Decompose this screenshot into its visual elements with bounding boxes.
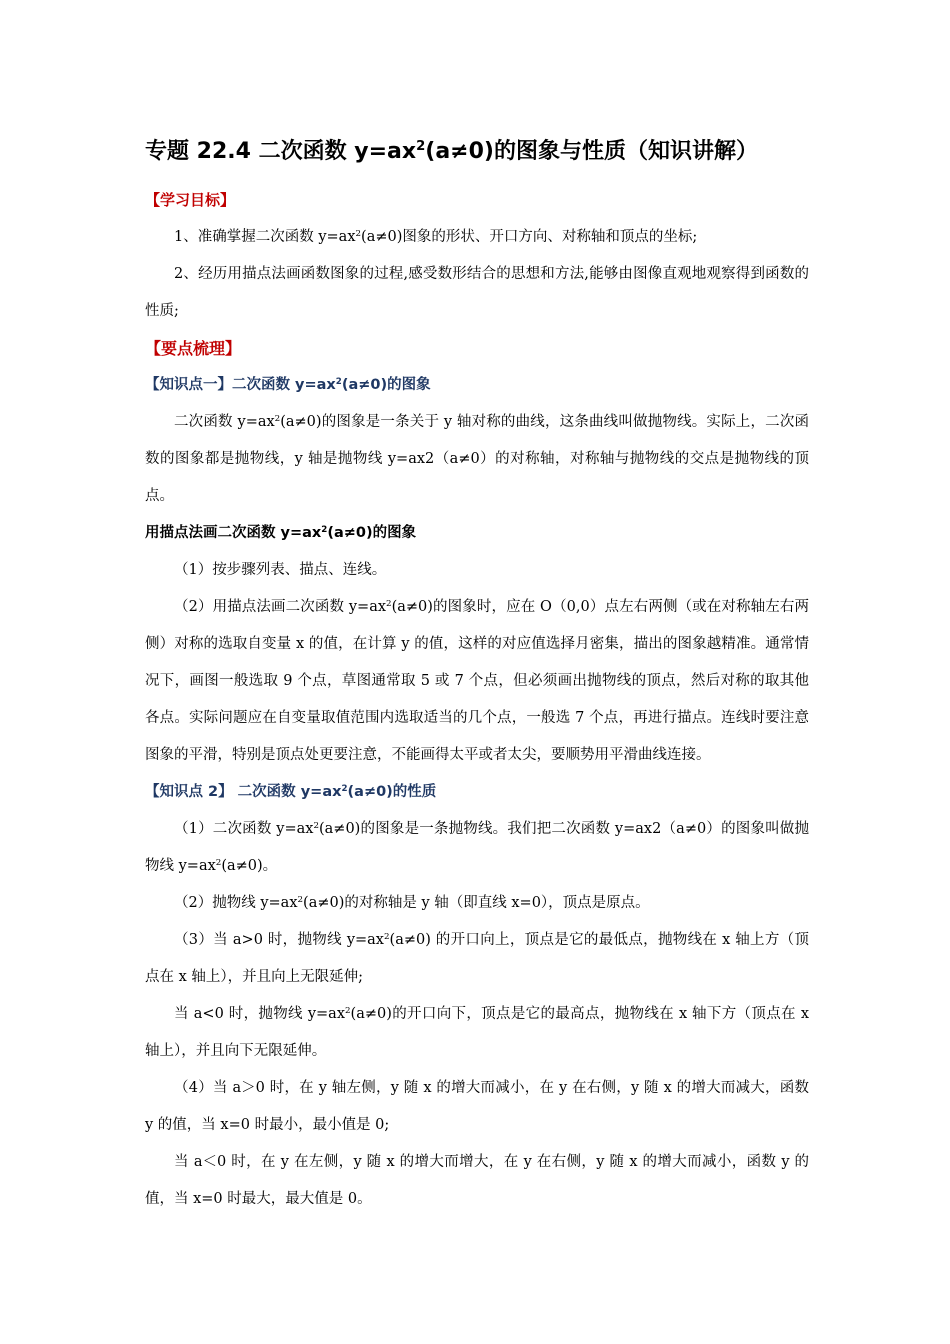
- prop-3-text: （3）当 a>0 时，抛物线 y=ax: [174, 932, 384, 948]
- goal-1-sup: 2: [355, 228, 362, 239]
- prop-3b-sup: 2: [345, 1005, 351, 1016]
- draw-step-2-text: （2）用描点法画二次函数 y=ax: [174, 599, 387, 615]
- property-4: （4）当 a＞0 时，在 y 轴左侧，y 随 x 的增大而减小，在 y 在右侧，y 随 x 的增大而减大，函数 y 的值，当 x=0 时最小，最小值是 0;: [145, 1080, 809, 1133]
- prop-3-text-end: (a≠0) 的开口向上，顶点是它的最低点，抛物线在 x 轴上方（顶点在 x 轴上），并且向上无限延伸;: [145, 932, 809, 985]
- kp2-heading-text-end: (a≠0)的性质: [347, 784, 437, 800]
- learning-goal-1: [145, 219, 809, 256]
- knowledge-point-1-paragraph: [145, 404, 809, 515]
- page-title: [145, 132, 845, 172]
- knowledge-point-1-heading: [145, 367, 809, 404]
- draw-step-2-sup: 2: [386, 598, 392, 609]
- kp1-para-sup: 2: [274, 413, 281, 424]
- property-1: [145, 811, 809, 885]
- property-3: [145, 922, 809, 996]
- knowledge-point-2-heading: [145, 774, 809, 811]
- drawing-step-1: （1）按步骤列表、描点、连线。: [174, 562, 387, 578]
- prop-2-text: （2）抛物线 y=ax: [174, 895, 298, 911]
- learning-goals-heading: 【学习目标】: [145, 191, 236, 209]
- drawing-method-heading: [145, 515, 809, 552]
- title-text: 专题 22.4 二次函数 y=ax: [145, 139, 417, 164]
- kp1-heading-text: 【知识点一】二次函数 y=ax: [145, 377, 336, 393]
- prop-1-text-mid: (a≠0)的图象是一条抛物线。我们把二次函数 y=ax2（a≠0）的图象叫做抛物线 y=ax: [145, 821, 809, 874]
- title-superscript: 2: [416, 139, 426, 155]
- prop-1-sup-2: 2: [215, 857, 222, 868]
- draw-heading-sup: 2: [321, 524, 328, 535]
- property-3-negative: [145, 996, 809, 1070]
- draw-heading-text: 用描点法画二次函数 y=ax: [145, 525, 322, 541]
- kp2-heading-sup: 2: [341, 783, 348, 794]
- prop-2-text-end: (a≠0)的对称轴是 y 轴（即直线 x=0），顶点是原点。: [303, 895, 650, 911]
- kp1-para-text: 二次函数 y=ax: [174, 414, 275, 430]
- prop-1-text: （1）二次函数 y=ax: [174, 821, 314, 837]
- draw-step-2-text-end: (a≠0)的图象时，应在 O（0,0）点左右两侧（或在对称轴左右两侧）对称的选取自变量 x 的值，在计算 y 的值，这样的对应值选择月密集，描出的图象越精准。通常情况下，画图一般选取 9 个点，草图通常取 5 或 7 个点，但必须画出抛物线的顶点，然后对称的取其他各点。实际问题应在自变量取值范围内选取适当的几个点，一般选 7 个点，再进行描点。连线时要注意图象的平滑，特别是顶点处更要注意，不能画得太平或者太尖，要顺势用平滑曲线连接。: [145, 599, 810, 763]
- draw-heading-text-end: (a≠0)的图象: [327, 525, 417, 541]
- prop-1-sup: 2: [313, 820, 319, 831]
- kp1-heading-text-end: (a≠0)的图象: [341, 377, 431, 393]
- goal-1-text: 1、准确掌握二次函数 y=ax: [174, 229, 356, 245]
- prop-3b-text: 当 a<0 时，抛物线 y=ax: [174, 1006, 345, 1022]
- goal-1-text-end: (a≠0)图象的形状、开口方向、对称轴和顶点的坐标;: [361, 229, 698, 245]
- prop-2-sup: 2: [297, 894, 304, 905]
- learning-goal-2: 2、经历用描点法画函数图象的过程,感受数形结合的思想和方法,能够由图像直观地观察得到函数的性质;: [145, 266, 809, 319]
- prop-3-sup: 2: [384, 931, 390, 942]
- kp1-para-text-end: (a≠0)的图象是一条关于 y 轴对称的曲线，这条曲线叫做抛物线。实际上，二次函数的图象都是抛物线，y 轴是抛物线 y=ax2（a≠0）的对称轴，对称轴与抛物线的交点是抛物线的顶点。: [145, 414, 809, 504]
- kp2-heading-text: 【知识点 2】 二次函数 y=ax: [145, 784, 342, 800]
- drawing-step-2: [145, 589, 809, 774]
- key-points-heading: 【要点梳理】: [145, 339, 242, 358]
- kp1-heading-sup: 2: [335, 376, 342, 387]
- property-2: [145, 885, 809, 922]
- prop-3b-text-end: (a≠0)的开口向下，顶点是它的最高点，抛物线在 x 轴下方（顶点在 x 轴上），并且向下无限延伸。: [145, 1006, 809, 1059]
- property-4-negative: 当 a＜0 时，在 y 在左侧，y 随 x 的增大而增大，在 y 在右侧，y 随 x 的增大而减小，函数 y 的值，当 x=0 时最大，最大值是 0。: [145, 1154, 809, 1207]
- document-body: [145, 182, 809, 1218]
- title-text-end: (a≠0)的图象与性质（知识讲解）: [425, 139, 758, 164]
- prop-1-text-end: (a≠0)。: [221, 858, 278, 874]
